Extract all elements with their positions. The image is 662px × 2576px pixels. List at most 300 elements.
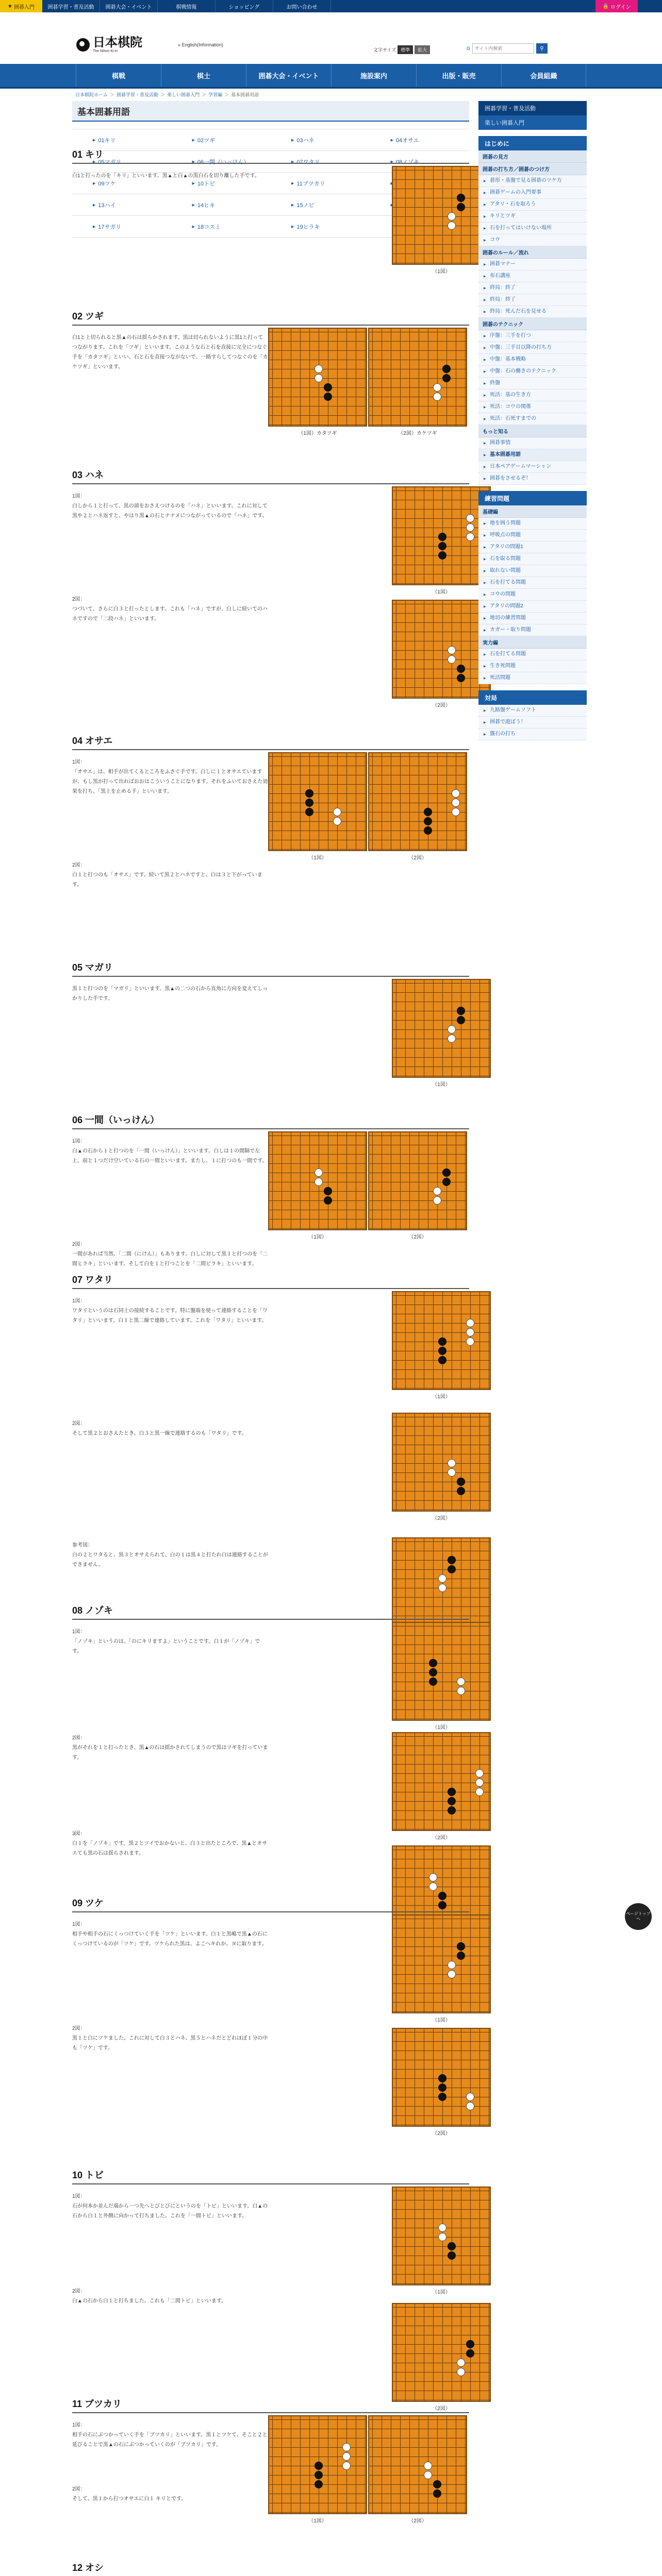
- diagram-caption: （2図）: [432, 703, 451, 708]
- white-stone: [448, 212, 456, 221]
- font-large-button[interactable]: 拡大: [415, 45, 430, 54]
- page-top-button[interactable]: ページトップへ: [625, 1903, 652, 1930]
- diagram-caption: （2図）カケツギ: [398, 431, 437, 436]
- term-section: [72, 734, 469, 888]
- black-stone: [305, 789, 313, 798]
- gnav-events[interactable]: 囲碁大会・イベント: [246, 64, 331, 87]
- login-button[interactable]: 🔒 ログイン: [595, 0, 638, 12]
- white-stone: [448, 646, 456, 654]
- black-stone: [429, 1659, 437, 1667]
- top-link-games[interactable]: 棋戦情報: [158, 0, 216, 12]
- white-stone: [457, 1687, 465, 1695]
- term-title: 07 ワタリ: [72, 1273, 469, 1289]
- white-stone: [438, 1574, 446, 1583]
- black-stone: [438, 1337, 446, 1346]
- white-stone: [429, 1883, 437, 1891]
- sidebar-category[interactable]: 基礎編: [478, 505, 587, 518]
- sidebar-item[interactable]: ▶ 終局：終了: [478, 282, 587, 294]
- go-board: [268, 752, 367, 851]
- go-diagram: [368, 1131, 467, 1240]
- sidebar-item[interactable]: ▶ 囲碁マナー: [478, 259, 587, 270]
- term-description: 3図： 白１を「ノゾキ」です。黒２とツイでおかないと、白３と出たところで、黒▲とオサエても黒の石は揺らされます。: [72, 1831, 268, 1856]
- go-diagram: [392, 1291, 491, 1400]
- white-stone: [448, 1468, 456, 1477]
- diagram-caption: （1図）: [432, 2290, 451, 2295]
- sidebar-item[interactable]: ▶ 終局：終了: [478, 294, 587, 306]
- go-diagram: [392, 166, 491, 275]
- sidebar-item[interactable]: ▶ 囲碁で遊ぼう！: [478, 717, 587, 728]
- index-link[interactable]: ▶ 18コスミ: [172, 216, 271, 237]
- white-stone: [433, 1196, 441, 1205]
- top-link-events[interactable]: 囲碁大会・イベント: [100, 0, 158, 12]
- term-description: 1図： 「ノゾキ」というのは、「のにキリますよ」ということです。白１が「ノゾキ」です。: [72, 1629, 260, 1654]
- sidebar-item[interactable]: ▶ 中盤：石の働きのテクニック: [478, 366, 587, 378]
- white-stone: [438, 2224, 446, 2232]
- term-description: 2図： 一間があれば当然、「二間（にけん）」もあります。白しに対して黒１と打つのを「二間ヒラキ」といいます。そして白を１と打つことを「二間ビラキ」といいます。: [72, 1242, 268, 1267]
- white-stone: [424, 2471, 432, 2479]
- sidebar-item[interactable]: ▶ 布石講座: [478, 270, 587, 282]
- white-stone: [466, 533, 474, 541]
- go-diagram: [392, 2187, 491, 2295]
- go-diagram: [392, 1622, 491, 1731]
- sidebar-heading: 練習問題: [478, 491, 587, 505]
- index-link[interactable]: ▶ 01キリ: [72, 129, 172, 150]
- go-board: [392, 1622, 491, 1721]
- white-stone: [315, 1168, 323, 1177]
- diagram-caption: （2図）: [408, 2518, 427, 2524]
- white-stone: [452, 789, 460, 798]
- black-stone: [424, 808, 432, 816]
- black-stone: [448, 2242, 456, 2250]
- term-title: 02 ツギ: [72, 309, 469, 326]
- white-stone: [448, 222, 456, 230]
- sidebar-item[interactable]: ▶ アタリの問題2: [478, 601, 587, 613]
- black-stone: [442, 1168, 451, 1177]
- white-stone: [333, 808, 341, 816]
- go-board: [392, 1732, 491, 1831]
- go-diagram: [268, 752, 367, 861]
- white-stone: [466, 1337, 474, 1346]
- sidebar-item[interactable]: ▶ 日本ペアゲームマーシャン: [478, 461, 587, 473]
- white-stone: [457, 2359, 465, 2367]
- term-description: 参考図： 白の２とワタると、黒３とオサえられて、白の１は黒４と打たれ白は連絡することができません。: [72, 1543, 268, 1568]
- term-section: [72, 1603, 469, 1856]
- black-stone: [315, 2480, 323, 2488]
- term-description: 白1と打ったのを「キリ」といいます。黒▲と白▲の黒白石を切り離した手です。: [72, 173, 260, 179]
- go-board: [392, 2187, 491, 2285]
- white-stone: [433, 1187, 441, 1195]
- go-board: [392, 1291, 491, 1390]
- black-stone: [448, 1788, 456, 1796]
- gnav-kisen[interactable]: 棋戦: [76, 64, 161, 87]
- black-stone: [324, 1196, 332, 1205]
- sidebar-item[interactable]: ▶ 囲碁をさせるぞ！: [478, 473, 587, 485]
- breadcrumb-study[interactable]: 学習編: [208, 92, 223, 97]
- go-board: [268, 2415, 367, 2514]
- sidebar-item[interactable]: ▶ 石を打てる問題: [478, 577, 587, 589]
- black-stone: [324, 383, 332, 392]
- black-stone: [429, 1677, 437, 1686]
- white-stone: [466, 1328, 474, 1336]
- sidebar-item[interactable]: ▶ キリとツギ: [478, 211, 587, 223]
- go-diagram: [392, 1413, 491, 1521]
- diagram-caption: （2図）: [432, 1516, 451, 1521]
- black-stone: [448, 1565, 456, 1573]
- go-diagram: [392, 2303, 491, 2412]
- sidebar-item[interactable]: ▶ 死活問題: [478, 672, 587, 684]
- term-title: 04 オサエ: [72, 734, 469, 750]
- term-description: 1図： 相手の石にぶつかっていく手を「ブツカリ」といいます。黒１とツケて、そこと２と延びることで黒▲の石にぶつかっていくのが「ブツカリ」です。: [72, 2422, 268, 2448]
- white-stone: [448, 1970, 456, 1978]
- beginner-link[interactable]: ★ 囲碁入門: [0, 0, 42, 12]
- go-board: [392, 1413, 491, 1512]
- black-stone: [324, 1187, 332, 1195]
- diagram-caption: （1図）: [432, 589, 451, 595]
- diagram-caption: （2図）: [432, 1835, 451, 1841]
- gnav-members[interactable]: 会員組織: [501, 64, 586, 87]
- black-stone: [457, 1942, 465, 1951]
- white-stone: [448, 1459, 456, 1467]
- sidebar: [478, 101, 587, 740]
- go-diagram: [368, 752, 467, 861]
- sidebar-item[interactable]: ▶ アタリ・石を取ろう: [478, 199, 587, 211]
- go-diagram: [368, 328, 467, 436]
- sidebar-category[interactable]: もっと知る: [478, 425, 587, 437]
- black-stone: [466, 2340, 474, 2348]
- term-title: 03 ハネ: [72, 468, 469, 484]
- black-stone: [324, 393, 332, 401]
- white-stone: [438, 1584, 446, 1592]
- white-stone: [448, 655, 456, 664]
- term-section: [72, 2561, 469, 2576]
- top-link-shop[interactable]: ショッピング: [216, 0, 273, 12]
- sidebar-category[interactable]: 囲碁のルール／流れ: [478, 246, 587, 259]
- sidebar-item[interactable]: ▶ 基本囲碁用語: [478, 449, 587, 461]
- sidebar-category[interactable]: 実力編: [478, 636, 587, 649]
- sidebar-item[interactable]: ▶ カガー・取り問題: [478, 624, 587, 636]
- diagram-caption: （2図）: [432, 2406, 451, 2412]
- white-stone: [452, 799, 460, 807]
- white-stone: [333, 817, 341, 825]
- term-section: [72, 2397, 469, 2524]
- sidebar-item[interactable]: ▶ 盤石の打ち: [478, 728, 587, 740]
- go-diagram: [392, 2028, 491, 2137]
- go-diagram: [268, 328, 367, 436]
- black-stone: [315, 2471, 323, 2479]
- index-link[interactable]: ▶ 08ノゾキ: [370, 151, 470, 172]
- term-section: [72, 1113, 469, 1267]
- sidebar-item[interactable]: ▶ 地切の練習問題: [478, 613, 587, 624]
- white-stone: [448, 1025, 456, 1033]
- term-description: 2図： 黒がそれを１と打ったとき、黒▲の石は揺かされてしまうので黒はツギを打っています。: [72, 1735, 268, 1760]
- sidebar-item[interactable]: ▶ 九路盤ゲームソフト: [478, 705, 587, 717]
- term-title: 11 ブツカリ: [72, 2397, 469, 2413]
- white-stone: [457, 1677, 465, 1686]
- term-title: 06 一間（いっけん）: [72, 1113, 469, 1129]
- breadcrumb-home[interactable]: 日本棋院ホーム: [75, 92, 108, 97]
- black-stone: [457, 194, 465, 202]
- main-content: [72, 101, 469, 2573]
- sidebar-item[interactable]: ▶ 囲碁ゲームの入門要事: [478, 187, 587, 199]
- logo-mark-icon: [76, 38, 90, 52]
- white-stone: [315, 1178, 323, 1186]
- sidebar-item[interactable]: ▶ 生き死問題: [478, 660, 587, 672]
- diagram-caption: （1図）: [308, 2518, 327, 2524]
- black-stone: [457, 674, 465, 682]
- global-nav: [0, 64, 662, 89]
- term-title: 01 キリ: [72, 147, 469, 164]
- go-board: [368, 1131, 467, 1230]
- top-link-learning[interactable]: 囲碁学習・普及活動: [42, 0, 100, 12]
- index-link[interactable]: ▶ 17サガリ: [72, 216, 172, 237]
- gnav-facilities[interactable]: 施設案内: [331, 64, 416, 87]
- diagram-caption: （1図）: [432, 2018, 451, 2023]
- black-stone: [457, 1007, 465, 1015]
- go-diagram: [392, 486, 491, 595]
- black-stone: [424, 817, 432, 825]
- go-diagram: [268, 2415, 367, 2524]
- site-logo[interactable]: 日本棋院 The Nihon Ki-in: [76, 36, 142, 53]
- breadcrumb-learning[interactable]: 囲碁学習・普及活動: [117, 92, 159, 97]
- sidebar-item[interactable]: ▶ 呼吸点の問題: [478, 530, 587, 541]
- term-description: 2図： そして黒２とおさえたとき、白３と黒一線で連絡するのも「ワタリ」です。: [72, 1421, 247, 1436]
- sidebar-item[interactable]: ▶ 終盤: [478, 378, 587, 389]
- index-link[interactable]: ▶ 06一間（いっけん）: [172, 151, 271, 172]
- index-link[interactable]: ▶ 19ヒラキ: [271, 216, 370, 237]
- gnav-publishing[interactable]: 出版・販売: [416, 64, 501, 87]
- white-stone: [424, 2462, 432, 2470]
- white-stone: [466, 1319, 474, 1327]
- star-icon: ★: [8, 3, 12, 9]
- white-stone: [466, 514, 474, 522]
- sidebar-heading: 対局: [478, 690, 587, 705]
- page-title: 基本囲碁用語: [72, 101, 469, 122]
- white-stone: [315, 374, 323, 382]
- black-stone: [433, 2480, 441, 2488]
- sidebar-item[interactable]: ▶ アタリの問題1: [478, 541, 587, 553]
- index-link[interactable]: ▶ 15ノビ: [271, 194, 370, 215]
- sidebar-tab[interactable]: 囲碁学習・普及活動: [478, 101, 587, 115]
- black-stone: [424, 826, 432, 835]
- white-stone: [457, 2368, 465, 2376]
- go-board: [368, 2415, 467, 2514]
- black-stone: [442, 374, 451, 382]
- go-diagram: [268, 1131, 367, 1240]
- header: [0, 12, 662, 64]
- black-stone: [457, 1478, 465, 1486]
- diagram-caption: （1図）: [432, 1725, 451, 1731]
- font-size-switch: 文字サイズ 標準 拡大: [373, 45, 430, 54]
- sidebar-item[interactable]: ▶ 石を打ってはいけない場所: [478, 223, 587, 234]
- white-stone: [342, 2443, 351, 2451]
- go-diagram: [392, 979, 491, 1088]
- sidebar-item[interactable]: ▶ 取れない問題: [478, 565, 587, 577]
- sidebar-item[interactable]: ▶ 序盤：三手を打つ: [478, 330, 587, 342]
- font-standard-button[interactable]: 標準: [398, 45, 413, 54]
- black-stone: [433, 2489, 441, 2498]
- black-stone: [438, 2093, 446, 2101]
- black-stone: [448, 1797, 456, 1805]
- index-link[interactable]: ▶ 04オサエ: [370, 129, 470, 150]
- black-stone: [305, 799, 313, 807]
- search-input[interactable]: [472, 43, 534, 54]
- term-description: 白1と上切られると黒▲の石は揺らかされます。黒は切られないように黒1と打ってつながります。これを「ツギ」といいます。このような石と石を直接に完全につなぐ手を「カタツギ」といい、石と石を直接つながないで、一路すらしてつなぐのを「カケツギ」といいます。: [72, 335, 268, 370]
- term-title: 05 マガリ: [72, 960, 469, 977]
- go-diagram: [368, 2415, 467, 2524]
- term-title: 12 オシ: [72, 2561, 469, 2576]
- go-board: [268, 328, 367, 427]
- term-description: 2図： 白▲の石から白１と打ちました。これも「二間トビ」といいます。: [72, 2289, 227, 2304]
- sidebar-item[interactable]: ▶ 終局：死んだ石を見せる: [478, 306, 587, 318]
- term-section: [72, 468, 469, 708]
- sidebar-item[interactable]: ▶ 石を打てる問題: [478, 649, 587, 660]
- black-stone: [457, 1016, 465, 1024]
- gnav-kishi[interactable]: 棋士: [161, 64, 246, 87]
- white-stone: [448, 1961, 456, 1969]
- index-link[interactable]: ▶ 07ワタリ: [271, 151, 370, 172]
- term-section: [72, 960, 469, 1088]
- sidebar-item[interactable]: ▶ 石を取る問題: [478, 553, 587, 565]
- sidebar-tab[interactable]: 楽しい囲碁入門: [478, 115, 587, 130]
- term-description: 1図： 相手や相手の石にくっつけていく手を「ツケ」といいます。白１と黒嶋で黒▲の石にくっつけているのが「ツケ」です。ツケられた黒は、よこへキれか、ヨに取ります。: [72, 1922, 268, 1947]
- gsearch-icon: G: [467, 46, 471, 51]
- black-stone: [438, 1356, 446, 1364]
- go-diagram: [392, 1914, 491, 2023]
- black-stone: [466, 2349, 474, 2358]
- sidebar-category[interactable]: 囲碁のテクニック: [478, 318, 587, 330]
- term-section: [72, 1896, 469, 2137]
- black-stone: [457, 203, 465, 211]
- term-description: 2図： そして、黒１から打つオサエに白１ キリとです。: [72, 2486, 187, 2502]
- sidebar-category[interactable]: 囲碁の打ち方／囲碁のつけ方: [478, 163, 587, 175]
- black-stone: [448, 2251, 456, 2260]
- sidebar-item[interactable]: ▶ 死活：基の生き方: [478, 389, 587, 401]
- term-description: 2図： 白１と打つのも「オサエ」です。続いて黒２とハネですと、白は３と下がっています。: [72, 862, 262, 888]
- sidebar-category[interactable]: 囲碁の見方: [478, 150, 587, 163]
- sidebar-item[interactable]: ▶ 地を囲う問題: [478, 518, 587, 530]
- sidebar-item[interactable]: ▶ 碁形・基盤で見る囲碁のツケ方: [478, 175, 587, 187]
- term-description: 2図： つづいて、さらに白３と打ったとします。これも「ハネ」ですが、白しに続いてのハネですので「二段ハネ」といいます。: [72, 597, 268, 622]
- term-section: [72, 309, 469, 436]
- black-stone: [438, 542, 446, 550]
- go-board: [392, 979, 491, 1078]
- black-stone: [457, 665, 465, 673]
- go-board: [392, 166, 491, 265]
- index-link[interactable]: ▶ 11ブツカリ: [271, 173, 370, 194]
- diagram-caption: （1図）: [432, 1394, 451, 1400]
- diagram-caption: （2図）: [432, 2131, 451, 2137]
- go-board: [392, 2028, 491, 2127]
- sidebar-item[interactable]: ▶ 死活：石死すまでの: [478, 413, 587, 425]
- top-bar: [0, 0, 662, 12]
- black-stone: [315, 2462, 323, 2470]
- go-diagram: [392, 1732, 491, 1841]
- site-search: [467, 43, 548, 54]
- white-stone: [475, 1769, 484, 1777]
- white-stone: [448, 1035, 456, 1043]
- search-button[interactable]: [536, 43, 548, 54]
- black-stone: [442, 365, 451, 373]
- term-description: 1図： ワタリというのは石同士の接続することです。特に盤端を使って連絡することを「ワタリ」といいます。白１と黒二線で連絡しています。これを「ワタリ」といいます。: [72, 1298, 268, 1324]
- term-description: 1図： 白しから１と打って、黒の頭をおさえつけるのを「ハネ」といいます。これに対して黒や２とハネ返すと、やはり黒▲の石とナナメにつながっているので「ハネ」です。: [72, 494, 268, 519]
- black-stone: [438, 551, 446, 560]
- sidebar-item[interactable]: ▶ コウの問題: [478, 589, 587, 601]
- term-description: 2図： 黒１と白にツケました。これに対して白３とハネ、黒５とハネだとどれほぼ１分の中も「ツケ」です。: [72, 2026, 268, 2051]
- term-title: 08 ノゾキ: [72, 1603, 469, 1620]
- diagram-caption: （1図）: [432, 1082, 451, 1088]
- go-board: [392, 600, 491, 699]
- white-stone: [315, 365, 323, 373]
- diagram-caption: （2図）: [408, 1234, 427, 1240]
- sidebar-item[interactable]: ▶ 中盤：基本戦略: [478, 354, 587, 366]
- black-stone: [305, 808, 313, 816]
- white-stone: [433, 393, 441, 401]
- black-stone: [438, 533, 446, 541]
- white-stone: [433, 383, 441, 392]
- lock-icon: 🔒: [602, 3, 609, 9]
- white-stone: [466, 2093, 474, 2101]
- white-stone: [466, 2102, 474, 2110]
- sidebar-item[interactable]: ▶ 囲碁事情: [478, 437, 587, 449]
- black-stone: [442, 1178, 451, 1186]
- go-board: [368, 752, 467, 851]
- black-stone: [457, 1487, 465, 1495]
- black-stone: [438, 2074, 446, 2082]
- index-link[interactable]: ▶ 02ツギ: [172, 129, 271, 150]
- black-stone: [438, 1347, 446, 1355]
- search-icon: ⚲: [540, 45, 544, 52]
- white-stone: [452, 808, 460, 816]
- term-title: 09 ツケ: [72, 1896, 469, 1912]
- diagram-caption: （1図）: [308, 1234, 327, 1240]
- white-stone: [429, 1873, 437, 1882]
- index-link[interactable]: ▶ 05マガリ: [72, 151, 172, 172]
- term-description: 黒１と打つのを「マガリ」といいます。黒▲の二つの石から直角に方向を変えてしっかりした手です。: [72, 986, 268, 1002]
- go-board: [368, 328, 467, 427]
- index-link[interactable]: ▶ 14ヒキ: [172, 194, 271, 215]
- index-link[interactable]: ▶ 10トビ: [172, 173, 271, 194]
- diagram-caption: （2図）: [408, 855, 427, 861]
- go-diagram: [392, 600, 491, 708]
- term-description: 1図： 「オサエ」は、相手が出てくるところをふさぐ手です。白しに１とオサエていますが、もし黒が打って出ればおおはこういうことになります。それをふいておさえた効果を打ち、「黒上を止める手」といいます。: [72, 759, 268, 794]
- sidebar-item[interactable]: ▶ 死活：コウの関係: [478, 401, 587, 413]
- white-stone: [466, 523, 474, 532]
- breadcrumb-intro[interactable]: 楽しい囲碁入門: [167, 92, 200, 97]
- black-stone: [438, 2083, 446, 2092]
- top-link-contact[interactable]: お問い合わせ: [273, 0, 331, 12]
- sidebar-item[interactable]: ▶ 中盤：三手目以降の打ち方: [478, 342, 587, 354]
- term-title: 10 トビ: [72, 2168, 469, 2184]
- sidebar-item[interactable]: ▶ コウ: [478, 234, 587, 246]
- white-stone: [475, 1788, 484, 1796]
- english-link[interactable]: » English(Information): [178, 42, 224, 47]
- white-stone: [342, 2462, 351, 2470]
- black-stone: [448, 1806, 456, 1815]
- index-link[interactable]: ▶ 09ツケ: [72, 173, 172, 194]
- diagram-caption: （1図）カタツギ: [298, 431, 337, 436]
- black-stone: [429, 1668, 437, 1676]
- index-link[interactable]: ▶ 03ハネ: [271, 129, 370, 150]
- diagram-caption: （1図）: [308, 855, 327, 861]
- diagram-caption: （1図）: [432, 269, 451, 275]
- index-link[interactable]: ▶ 13ハイ: [72, 194, 172, 215]
- go-board: [268, 1131, 367, 1230]
- term-section: [72, 1273, 469, 1568]
- go-board: [392, 1914, 491, 2013]
- white-stone: [342, 2452, 351, 2461]
- breadcrumb: 日本棋院ホーム ＞ 囲碁学習・普及活動 ＞ 楽しい囲碁入門 ＞ 学習編 ＞ 基本囲碁用語: [75, 92, 259, 97]
- sidebar-heading: はじめに: [478, 136, 587, 150]
